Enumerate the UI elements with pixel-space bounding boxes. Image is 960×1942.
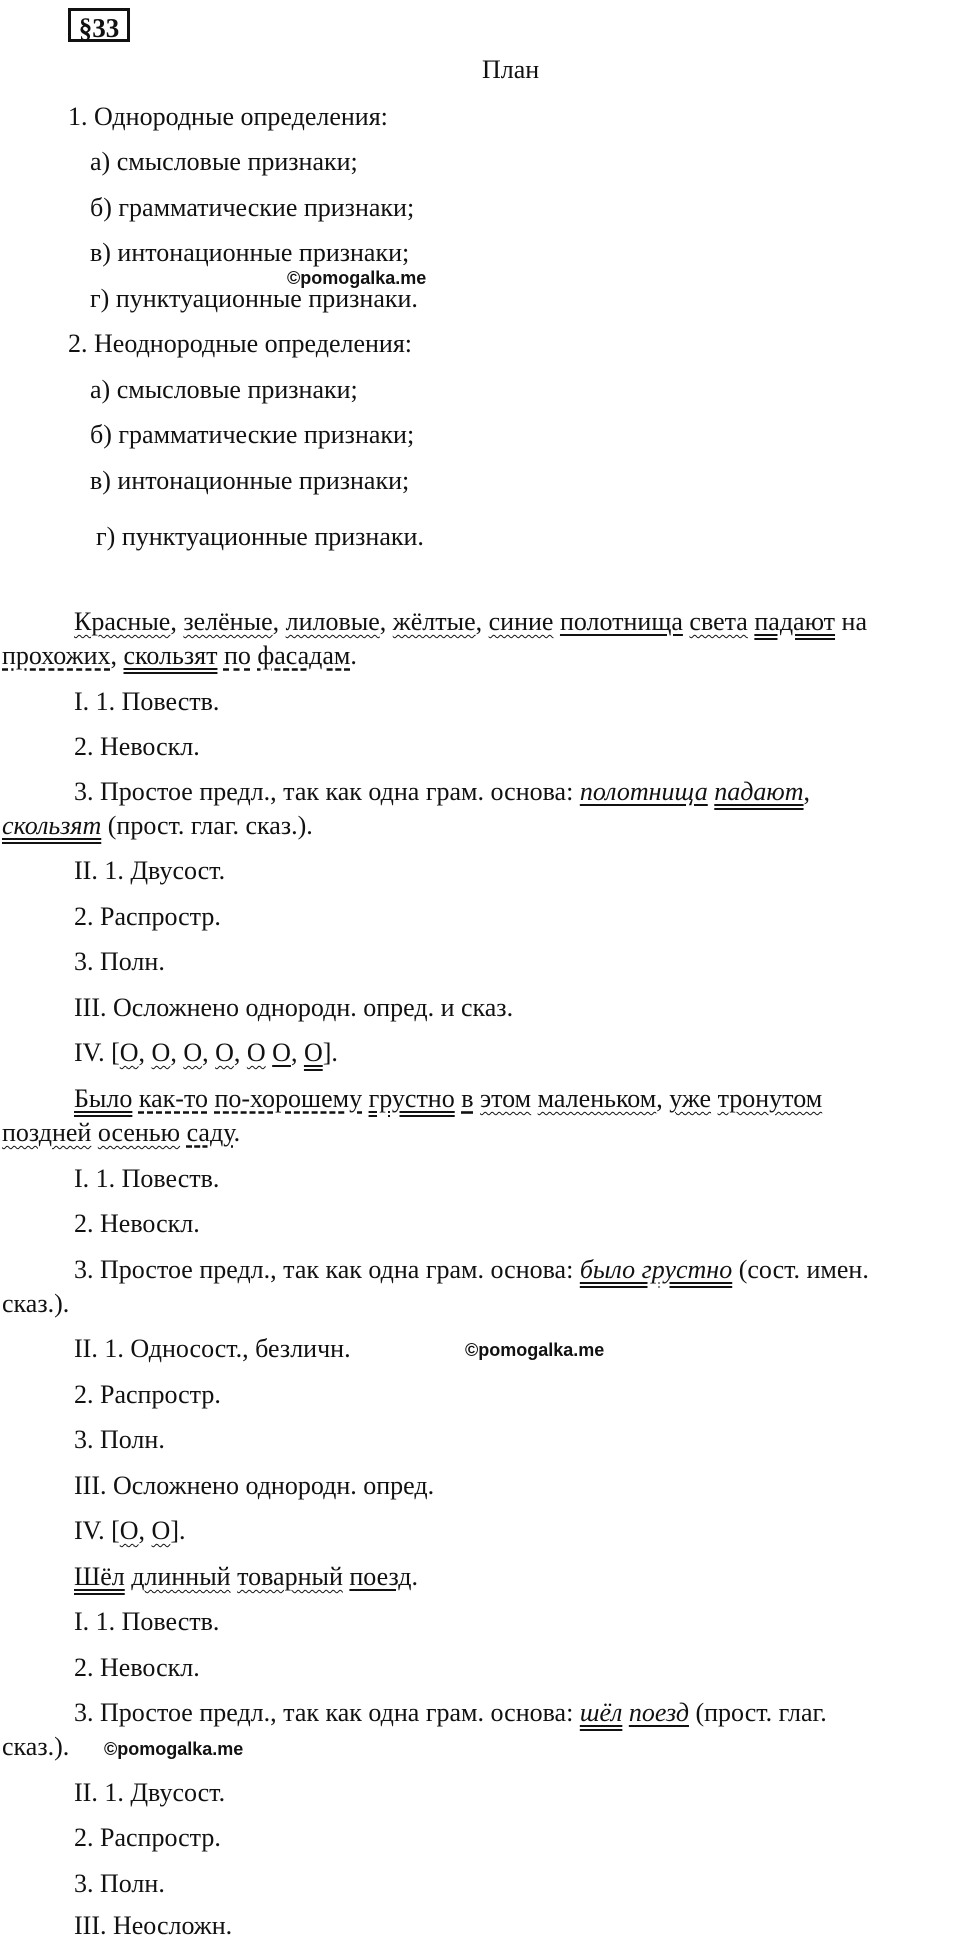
word: в — [461, 1084, 474, 1113]
s3-analysis-4: II. 1. Двусост. — [74, 1778, 226, 1807]
predicate-word: скользят — [123, 641, 218, 670]
plan-item-1b: б) грамматические признаки; — [90, 193, 415, 222]
s2-analysis-1: I. 1. Повеств. — [74, 1164, 220, 1193]
text: 3. Простое предл., так как одна грам. основа: — [74, 1698, 574, 1727]
scheme-o: O — [151, 1038, 171, 1067]
predicate-word: падают — [754, 607, 836, 636]
plan-title: План — [482, 55, 540, 84]
s3-analysis-7: III. Неосложн. — [74, 1911, 233, 1940]
scheme-o: O — [272, 1038, 291, 1067]
subject-word: поезд — [349, 1562, 412, 1591]
plan-item-2: 2. Неоднородные определения: — [68, 329, 413, 358]
scheme-o: O — [246, 1038, 266, 1067]
watermark: ©pomogalka.me — [465, 1340, 605, 1360]
plan-item-1d: г) пунктуационные признаки. — [90, 284, 418, 313]
word: фасадам — [257, 641, 351, 670]
predicate-word: падают — [714, 777, 804, 806]
text: IV. [ — [74, 1038, 120, 1067]
s2-analysis-4: II. 1. Односост., безличн. — [74, 1334, 351, 1363]
sentence-1-line-2: прохожих, скользят по фасадам. — [2, 641, 357, 670]
s1-analysis-3-cont — [2, 810, 313, 842]
s1-analysis-6: 3. Полн. — [74, 947, 165, 976]
predicate-word: грустно — [368, 1084, 455, 1113]
word: на — [841, 607, 867, 636]
subject-word: поезд — [628, 1698, 689, 1727]
watermark: ©pomogalka.me — [287, 268, 427, 288]
plan-item-1: 1. Однородные определения: — [68, 102, 388, 131]
predicate-word: Шёл — [74, 1562, 125, 1591]
scheme-o: O — [183, 1038, 203, 1067]
scheme-o: O — [303, 1038, 323, 1067]
sentence-2-line-2: поздней осенью саду. — [2, 1118, 241, 1147]
plan-item-2c: в) интонационные признаки; — [90, 466, 410, 495]
text: (сост. имен. — [738, 1255, 869, 1284]
s1-analysis-5: 2. Распростр. — [74, 902, 221, 931]
sentence-1-line-1: Красные, зелёные, лиловые, жёлтые, синие полотнища света падают на — [74, 607, 867, 636]
word: товарный — [237, 1562, 343, 1591]
text: 3. Простое предл., так как одна грам. основа: — [74, 777, 574, 806]
predicate-word: шёл — [579, 1698, 623, 1727]
section-badge: §33 — [68, 8, 130, 42]
predicate-word: Было — [74, 1084, 133, 1113]
s2-analysis-3 — [74, 1254, 869, 1286]
s2-analysis-3-cont: сказ.). — [2, 1289, 70, 1318]
s2-analysis-6: 3. Полн. — [74, 1425, 165, 1454]
subject-word: полотнища — [579, 777, 708, 806]
text: ]. — [322, 1038, 338, 1067]
word: осенью — [97, 1118, 181, 1147]
s1-analysis-4: II. 1. Двусост. — [74, 856, 226, 885]
scheme-o: O — [215, 1038, 234, 1067]
word: уже — [669, 1084, 712, 1113]
s2-analysis-5: 2. Распростр. — [74, 1380, 221, 1409]
word: прохожих — [2, 641, 111, 670]
plan-item-2d: г) пунктуационные признаки. — [96, 522, 424, 551]
word: этом — [480, 1084, 532, 1113]
word: синие — [488, 607, 554, 636]
s1-analysis-3: 3. Простое предл., так как одна грам. основа: полотнища падают, — [74, 777, 811, 806]
predicate-word: скользят — [2, 811, 102, 840]
scheme-o: O — [119, 1516, 139, 1545]
s3-analysis-1: I. 1. Повеств. — [74, 1607, 220, 1636]
predicate-word: было грустно — [579, 1255, 733, 1284]
watermark: ©pomogalka.me — [104, 1739, 244, 1759]
s2-analysis-7: III. Осложнено однородн. опред. — [74, 1471, 435, 1500]
plan-item-1c: в) интонационные признаки; — [90, 238, 410, 267]
s2-scheme: IV. [O, O]. — [74, 1516, 186, 1545]
text: (прост. глаг. сказ.). — [107, 811, 313, 840]
s1-scheme: IV. [O, O, O, O, O O, O]. — [74, 1038, 338, 1067]
word: по — [223, 641, 251, 670]
text: (прост. глаг. — [695, 1698, 827, 1727]
text: IV. [ — [74, 1516, 120, 1545]
word: лиловые — [285, 607, 380, 636]
sentence-3: Шёл длинный товарный поезд. — [74, 1562, 418, 1591]
word: тронутом — [717, 1084, 823, 1113]
s3-analysis-5: 2. Распростр. — [74, 1823, 221, 1852]
plan-item-2a: а) смысловые признаки; — [90, 375, 358, 404]
word: зелёные — [183, 607, 273, 636]
s1-analysis-1: I. 1. Повеств. — [74, 687, 220, 716]
scheme-o: O — [151, 1516, 171, 1545]
s3-analysis-2: 2. Невоскл. — [74, 1653, 200, 1682]
s1-analysis-7: III. Осложнено однородн. опред. и сказ. — [74, 993, 514, 1022]
scheme-o: O — [119, 1038, 139, 1067]
plan-item-2b: б) грамматические признаки; — [90, 420, 415, 449]
plan-item-1a: а) смысловые признаки; — [90, 147, 358, 176]
word: жёлтые — [392, 607, 476, 636]
word: Красные — [74, 607, 171, 636]
sentence-2-line-1: Было как-то по-хорошему грустно в этом маленьком, уже тронутом — [74, 1084, 823, 1113]
word: поздней — [2, 1118, 92, 1147]
s3-analysis-3 — [74, 1697, 827, 1729]
s1-analysis-2: 2. Невоскл. — [74, 732, 200, 761]
word: как-то — [138, 1084, 208, 1113]
word: маленьком — [537, 1084, 657, 1113]
word: длинный — [131, 1562, 231, 1591]
word: саду — [186, 1118, 234, 1147]
text: 3. Простое предл., так как одна грам. основа: — [74, 1255, 574, 1284]
text: ]. — [170, 1516, 186, 1545]
s2-analysis-2: 2. Невоскл. — [74, 1209, 200, 1238]
subject-word: полотнища — [559, 607, 683, 636]
word: света — [689, 607, 748, 636]
word: по-хорошему — [214, 1084, 363, 1113]
s3-analysis-3-cont: сказ.). — [2, 1732, 70, 1761]
s3-analysis-6: 3. Полн. — [74, 1869, 165, 1898]
